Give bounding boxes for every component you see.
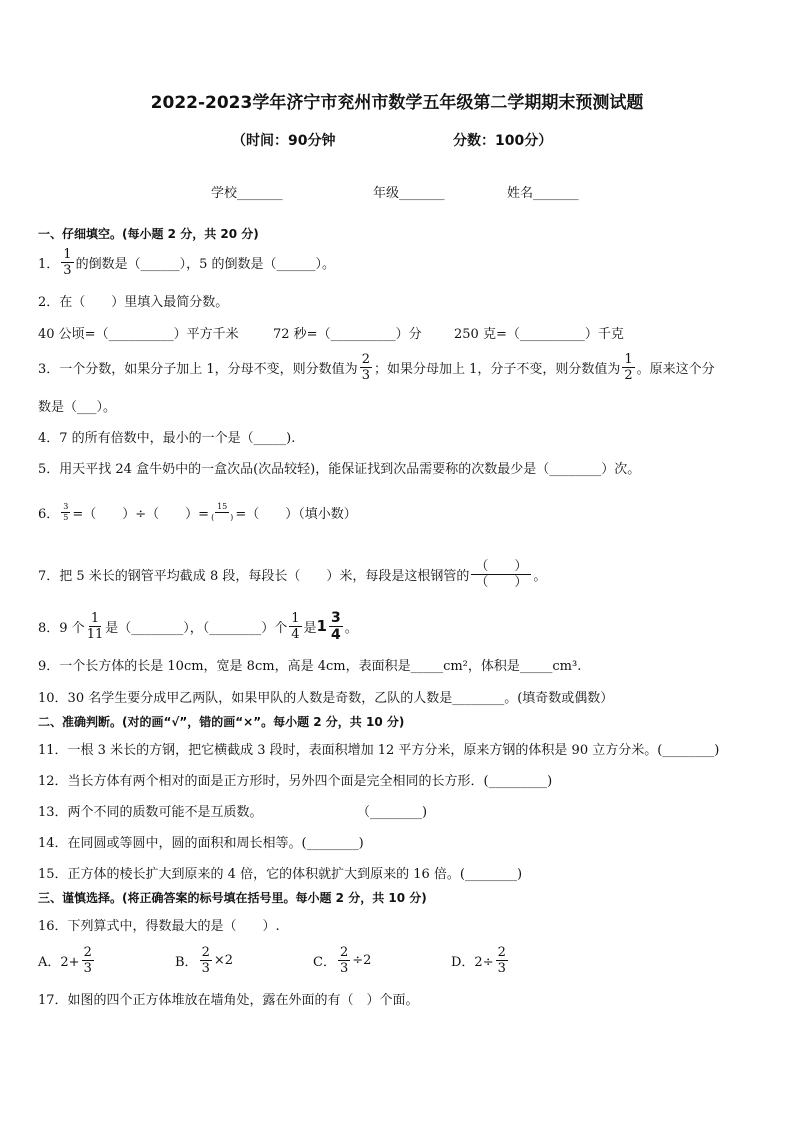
page-title: 2022-2023学年济宁市兖州市数学五年级第二学期期末预测试题 (150, 93, 644, 113)
question-4: 4．7 的所有倍数中，最小的一个是（_____). (38, 431, 296, 446)
exam-score: 分数：100分） (453, 133, 553, 149)
q13-answer-blank: （________) (357, 805, 428, 820)
q6-fraction-2: $\frac{15}{( )}$ (211, 501, 234, 522)
q1-number: 1． (38, 256, 60, 272)
q7-text: 7．把 5 米长的钢管平均截成 8 段，每段长（ ）米，每段是这根钢管的 (38, 568, 470, 584)
q6-number: 6． (38, 506, 60, 522)
question-7 (38, 553, 546, 595)
q16-option-b: B． $\frac{2}{3}$ ×2 (175, 944, 234, 976)
q2-part-c: 250 克=（__________）千克 (454, 327, 624, 342)
question-2: 2．在（ ）里填入最简分数。 (38, 295, 229, 310)
section-choice-title: 三、谨慎选择。(将正确答案的标号填在括号里。每小题 2 分，共 10 分) (38, 891, 427, 905)
question-12: 12．当长方体有两个相对的面是正方形时，另外四个面是完全相同的长方形．(_________) (38, 774, 553, 789)
question-14: 14．在同圆或等圆中，圆的面积和周长相等。(________) (38, 836, 364, 851)
q8-mixed-whole: 1 (316, 617, 327, 635)
exam-time: （时间：90分钟 (232, 133, 336, 149)
q16-option-d: D．2÷ $\frac{2}{3}$ (451, 944, 506, 976)
question-5: 5．用天平找 24 盒牛奶中的一盒次品(次品较轻)，能保证找到次品需要称的次数最少是（________）次。 (38, 462, 641, 477)
question-8 (38, 607, 358, 645)
grade-field[interactable]: 年级_______ (373, 186, 445, 201)
q3-text-2: ；如果分母加上 1，分子不变，则分数值为 (373, 361, 621, 377)
section-judge-title: 二、准确判断。(对的画“√”，错的画“×”。每小题 2 分，共 10 分) (38, 715, 405, 729)
q2-part-b: 72 秒=（__________）分 (273, 327, 422, 342)
q1-text: 的倒数是（______），5 的倒数是（______）。 (75, 256, 335, 272)
question-10: 10．30 名学生要分成甲乙两队，如果甲队的人数是奇数，乙队的人数是________。(填奇数或偶数） (38, 691, 614, 706)
question-1 (38, 246, 335, 278)
section-fill-in-title: 一、仔细填空。(每小题 2 分，共 20 分) (38, 227, 259, 241)
q7-fraction-blank: $\frac{( )}{( )}$ (471, 560, 531, 589)
q8-end: 。 (344, 620, 358, 636)
q16-option-a: A．2+ $\frac{2}{3}$ (38, 944, 92, 976)
question-11: 11．一根 3 米长的方钢，把它横截成 3 段时，表面积增加 12 平方分米，原来方钢的体积是 90 立方分米。(________) (38, 743, 720, 758)
q8-fraction-1: $\frac{1}{11}$ (86, 610, 104, 642)
question-3 (38, 349, 715, 385)
name-field[interactable]: 姓名_______ (507, 186, 579, 201)
q3-text-1: 3．一个分数，如果分子加上 1，分母不变，则分数值为 (38, 361, 358, 377)
question-16: 16．下列算式中，得数最大的是（ ）. (38, 919, 280, 934)
question-13: 13．两个不同的质数可能不是互质数。 (38, 805, 263, 820)
question-9: 9．一个长方体的长是 10cm，宽是 8cm，高是 4cm，表面积是_____cm²，体积是_____cm³. (38, 659, 582, 674)
q3-fraction-1: $\frac{2}{3}$ (361, 351, 370, 383)
q8-text-1: 8．9 个 (38, 620, 85, 636)
q8-text-2: 是（________），（________）个 (105, 620, 288, 636)
q16-option-c: C． $\frac{2}{3}$ ÷2 (313, 944, 372, 976)
q7-end: 。 (533, 568, 547, 584)
question-6 (38, 498, 357, 526)
q8-fraction-2: $\frac{1}{4}$ (291, 610, 300, 642)
q3-line-2: 数是（___）。 (38, 400, 117, 415)
q3-fraction-2: $\frac{1}{2}$ (624, 351, 633, 383)
q1-fraction: $\frac{1}{3}$ (63, 246, 72, 278)
school-field[interactable]: 学校_______ (211, 186, 283, 201)
question-15: 15．正方体的棱长扩大到原来的 4 倍，它的体积就扩大到原来的 16 倍。(________) (38, 867, 523, 882)
q6-tail: =（ ）（填小数） (235, 506, 357, 522)
q8-text-3: 是 (303, 620, 317, 636)
q2-part-a: 40 公顷=（__________）平方千米 (38, 327, 239, 342)
q6-middle: =（ ）÷（ ）= (72, 506, 210, 522)
question-17: 17．如图的四个正方体堆放在墙角处，露在外面的有（ ）个面。 (38, 993, 419, 1008)
q6-fraction-1: $\frac{3}{5}$ (63, 501, 69, 522)
q3-text-3: 。原来这个分 (636, 361, 715, 377)
q8-mixed-fraction: $\frac{3}{4}$ (330, 609, 341, 643)
